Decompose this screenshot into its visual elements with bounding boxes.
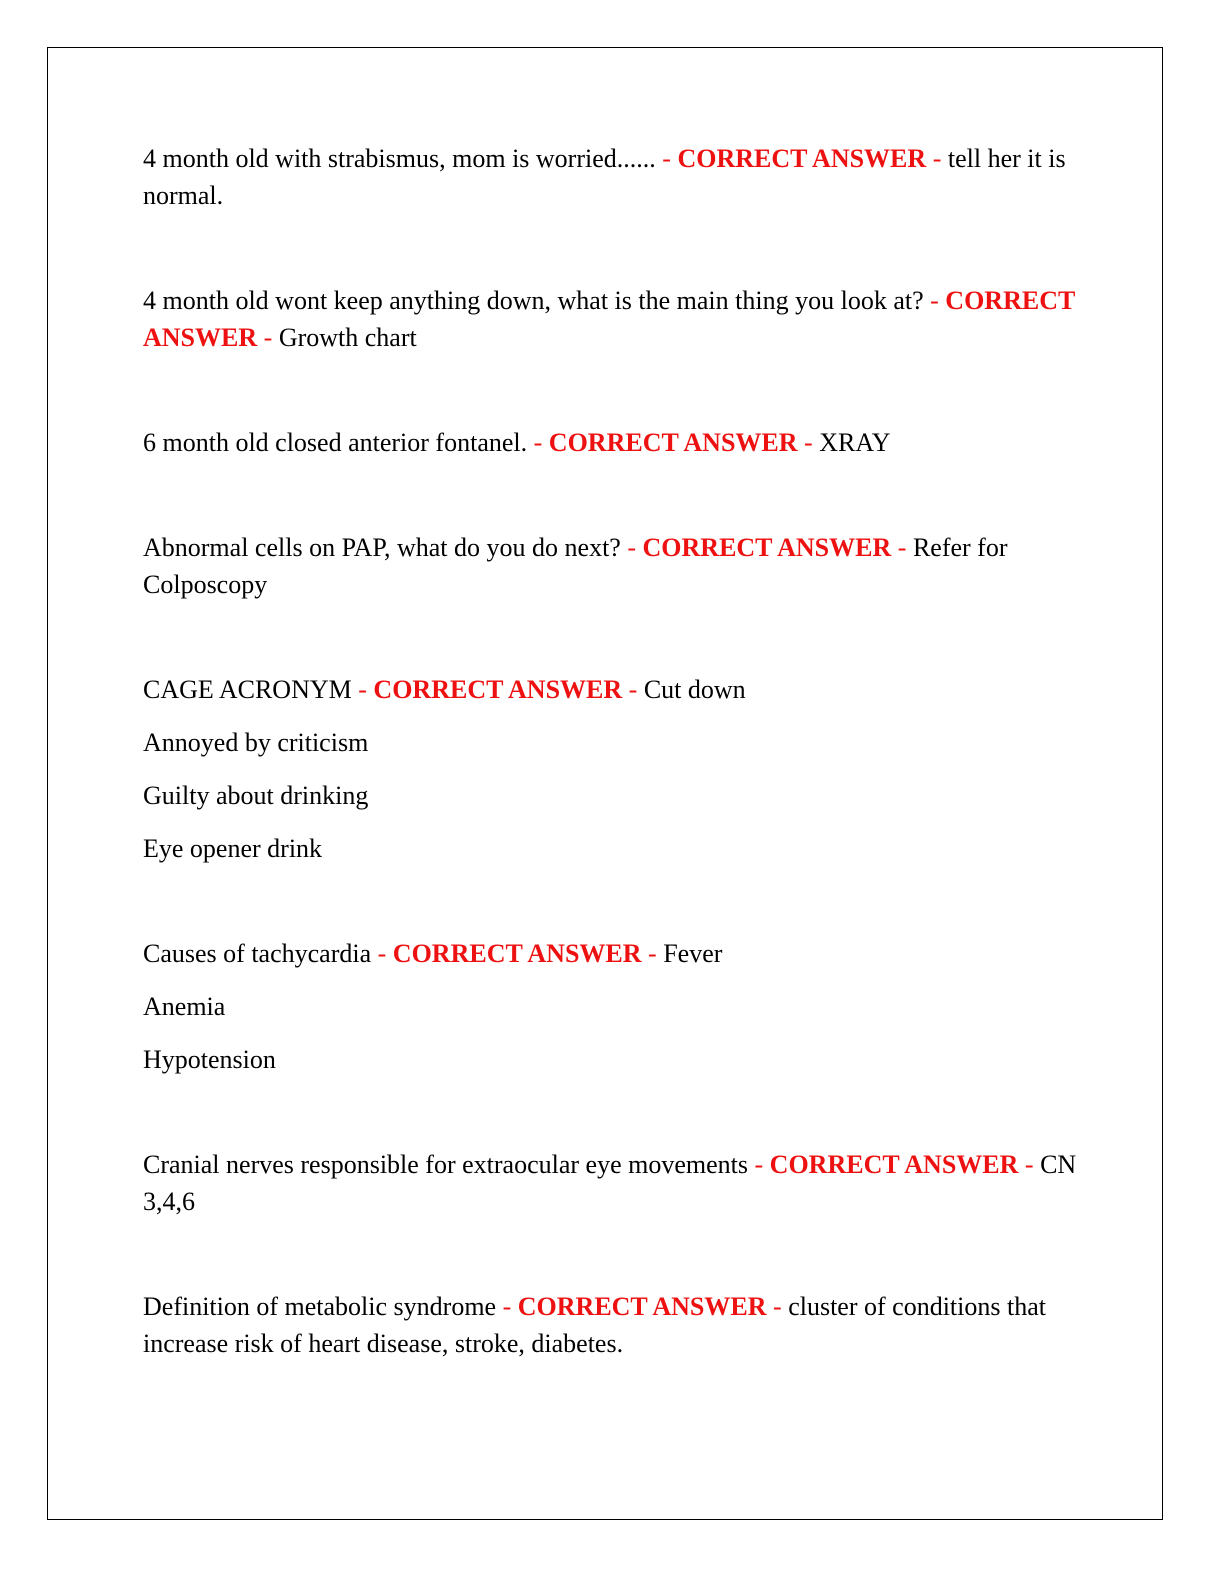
separator: - <box>754 1150 764 1179</box>
separator: - <box>804 428 813 457</box>
qa-entry <box>143 529 1083 603</box>
answer-text: Cut down <box>643 675 746 704</box>
separator: - <box>627 533 637 562</box>
separator: - <box>263 323 273 352</box>
qa-entry <box>143 935 1083 1078</box>
answer-text: Fever <box>663 939 723 968</box>
separator: - <box>897 533 907 562</box>
answer-text: Refer for Colposcopy <box>143 533 1008 599</box>
question-text: 4 month old with strabismus, mom is worried...... <box>143 144 656 173</box>
question-text: Cranial nerves responsible for extraocular eye movements <box>143 1150 748 1179</box>
correct-answer-label: CORRECT ANSWER <box>392 939 642 968</box>
separator: - <box>773 1292 782 1321</box>
answer-text: cluster of conditions that increase risk of heart disease, stroke, diabetes. <box>143 1292 1046 1358</box>
answer-text: CN 3,4,6 <box>143 1150 1077 1216</box>
separator: - <box>932 144 942 173</box>
answer-continuation-line: Annoyed by criticism <box>143 728 369 757</box>
separator: - <box>377 939 387 968</box>
qa-line <box>143 424 1083 461</box>
answer-text: XRAY <box>819 428 891 457</box>
separator: - <box>930 286 939 315</box>
correct-answer-label: CORRECT ANSWER <box>143 286 1075 352</box>
question-text: Definition of metabolic syndrome <box>143 1292 497 1321</box>
question-text: 6 month old closed anterior fontanel. <box>143 428 528 457</box>
correct-answer-label: CORRECT ANSWER <box>373 675 623 704</box>
question-text: 4 month old wont keep anything down, what is the main thing you look at? <box>143 286 924 315</box>
correct-answer-label: CORRECT ANSWER <box>642 533 892 562</box>
qa-entry <box>143 671 1083 867</box>
correct-answer-label: CORRECT ANSWER <box>548 428 798 457</box>
separator: - <box>648 939 657 968</box>
qa-line <box>143 1288 1083 1362</box>
qa-entry <box>143 1288 1083 1362</box>
correct-answer-label: CORRECT ANSWER <box>677 144 927 173</box>
separator: - <box>358 675 367 704</box>
qa-entry <box>143 424 1083 461</box>
qa-entry <box>143 140 1083 214</box>
document-body <box>143 140 1083 1362</box>
answer-continuation-line: Hypotension <box>143 1045 276 1074</box>
correct-answer-label: CORRECT ANSWER <box>769 1150 1019 1179</box>
separator: - <box>533 428 543 457</box>
qa-entry <box>143 282 1083 356</box>
question-text: Causes of tachycardia <box>143 939 372 968</box>
qa-line <box>143 140 1083 214</box>
answer-text: tell her it is normal. <box>143 144 1066 210</box>
question-text: Abnormal cells on PAP, what do you do next? <box>143 533 621 562</box>
separator: - <box>628 675 638 704</box>
correct-answer-label: CORRECT ANSWER <box>517 1292 767 1321</box>
answer-continuation-line: Eye opener drink <box>143 834 323 863</box>
separator: - <box>502 1292 512 1321</box>
separator: - <box>1024 1150 1034 1179</box>
answer-continuation-line: Guilty about drinking <box>143 781 369 810</box>
qa-line <box>143 529 1083 603</box>
answer-continuation-line: Anemia <box>143 992 226 1021</box>
question-text: CAGE ACRONYM <box>143 675 352 704</box>
answer-text: Growth chart <box>278 323 417 352</box>
qa-entry <box>143 1146 1083 1220</box>
qa-line <box>143 671 1083 708</box>
qa-line <box>143 935 1083 972</box>
qa-line <box>143 1146 1083 1220</box>
separator: - <box>662 144 671 173</box>
qa-line <box>143 282 1083 356</box>
